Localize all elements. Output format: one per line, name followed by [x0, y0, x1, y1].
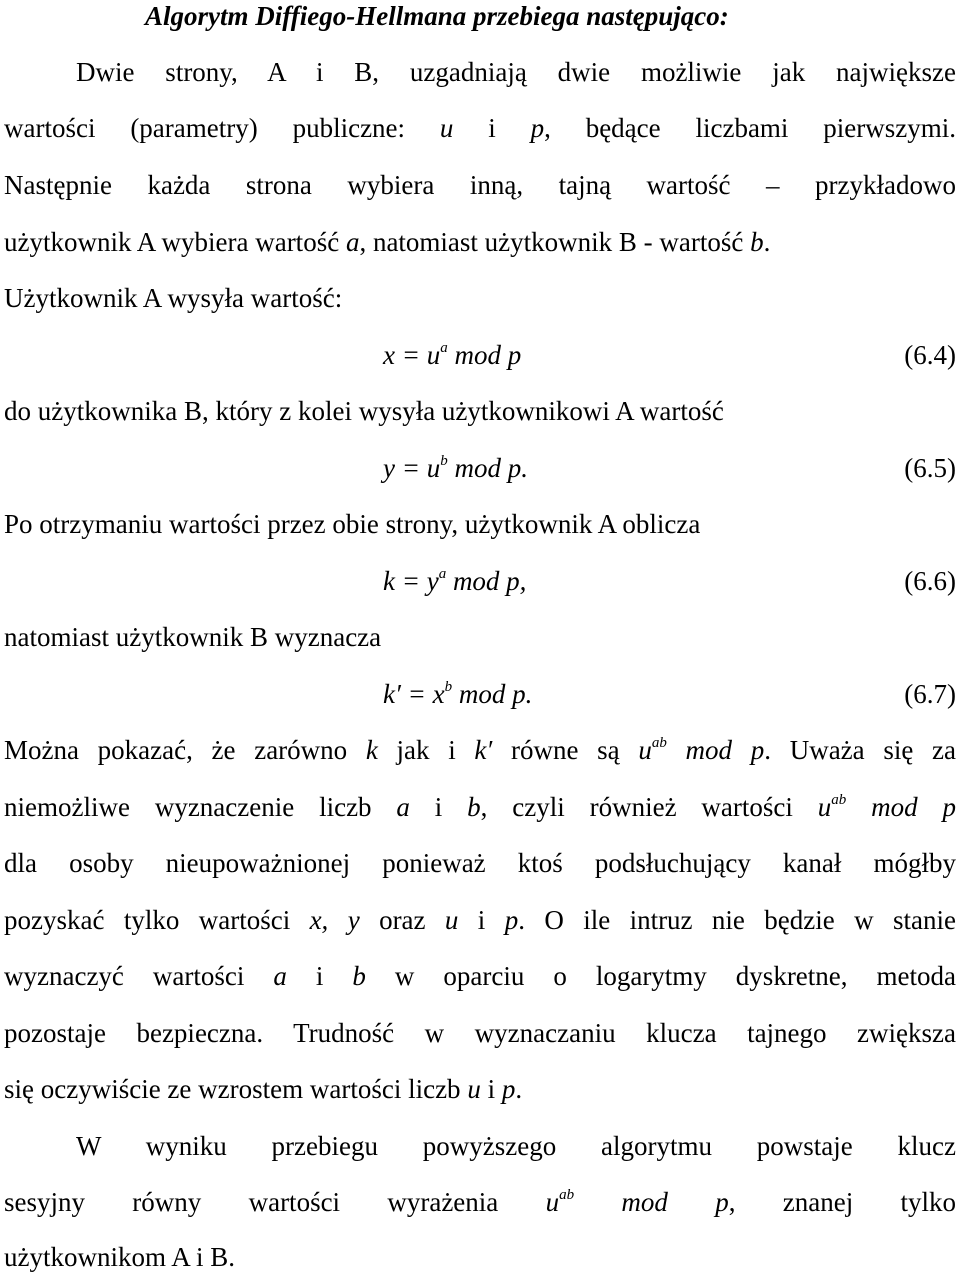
- text-run: jak i: [377, 735, 475, 765]
- text-run: i: [458, 905, 505, 935]
- exponent: ab: [831, 792, 847, 808]
- variable: u: [638, 735, 652, 765]
- exponent: b: [444, 679, 453, 695]
- paragraph-line: [4, 1185, 956, 1219]
- text-run: do użytkownika B, który z kolei wysyła użytkownikowi A wartość: [4, 396, 724, 426]
- paragraph-line: [4, 507, 956, 541]
- text-run: użytkownikom A i B.: [4, 1242, 236, 1272]
- text-run: i: [409, 792, 468, 822]
- text-run: się oczywiście ze wzrostem wartości liczb: [4, 1074, 468, 1104]
- variable: u: [439, 113, 454, 143]
- variable: x, y: [309, 905, 360, 935]
- exponent: ab: [559, 1187, 575, 1203]
- paragraph-line: [4, 846, 956, 880]
- text-run: . O ile intruz nie będzie w stanie: [518, 905, 956, 935]
- paragraph-line: [4, 394, 956, 428]
- equation: [383, 451, 528, 485]
- equation-lhs: k = y: [383, 566, 439, 596]
- text-run: pozostaje bezpieczna. Trudność w wyznaczaniu klucza tajnego zwiększa: [4, 1018, 956, 1048]
- exponent: a: [440, 340, 448, 356]
- variable: u: [817, 792, 832, 822]
- text-run: Następnie każda strona wybiera inną, tajną wartość – przykładowo: [4, 170, 956, 200]
- variable: p: [504, 905, 519, 935]
- text-run: Po otrzymaniu wartości przez obie strony, użytkownik A oblicza: [4, 509, 701, 539]
- text-run: , znanej tylko: [728, 1187, 957, 1217]
- variable: a: [273, 961, 287, 991]
- text-run: Dwie strony, A i B, uzgadniają dwie możliwie jak największe: [76, 57, 956, 87]
- section-heading: Algorytm Diffiego-Hellmana przebiega następująco:: [145, 1, 729, 31]
- variable: b: [750, 227, 764, 257]
- variable: a: [345, 227, 360, 257]
- paragraph-line: [4, 281, 956, 315]
- text-run: . Uważa się za: [764, 735, 956, 765]
- text-run: użytkownik A wybiera wartość: [4, 227, 346, 257]
- paragraph-line: [76, 1129, 956, 1163]
- variable: u: [545, 1187, 560, 1217]
- text-run: i: [286, 961, 353, 991]
- text-run: Można pokazać, że zarówno: [4, 735, 366, 765]
- variable: k: [365, 735, 378, 765]
- variable: k′: [474, 735, 493, 765]
- equation-rhs: mod p,: [446, 566, 527, 596]
- equation: [383, 677, 532, 711]
- paragraph-line: [4, 1240, 956, 1274]
- paragraph-line: [4, 790, 956, 824]
- equation-rhs: mod p.: [447, 453, 528, 483]
- text-run: .: [515, 1074, 523, 1104]
- paragraph-line: [4, 111, 956, 145]
- equation-rhs: mod p.: [452, 679, 533, 709]
- paragraph-line: [4, 1072, 956, 1106]
- equation: [383, 338, 521, 372]
- text-run: i: [480, 1074, 502, 1104]
- variable: b: [352, 961, 366, 991]
- equation-lhs: k′ = x: [383, 679, 445, 709]
- text-run: równe są: [492, 735, 639, 765]
- variable: p: [530, 113, 545, 143]
- exponent: b: [440, 453, 448, 469]
- variable: a: [396, 792, 410, 822]
- text-run: niemożliwe wyznaczenie liczb: [4, 792, 397, 822]
- variable: b: [467, 792, 481, 822]
- variable: mod p: [846, 792, 956, 822]
- paragraph-line: [4, 168, 956, 202]
- paragraph-line: [4, 733, 956, 767]
- equation: [383, 564, 526, 598]
- text-run: , natomiast użytkownik B - wartość: [359, 227, 751, 257]
- text-run: wartości (parametry) publiczne:: [4, 113, 440, 143]
- paragraph-line: [76, 55, 956, 89]
- text-run: pozyskać tylko wartości: [4, 905, 310, 935]
- equation-lhs: y = u: [383, 453, 441, 483]
- text-run: natomiast użytkownik B wyznacza: [4, 622, 382, 652]
- paragraph-line: [4, 620, 956, 654]
- equation-number: (6.4): [904, 340, 956, 370]
- text-run: W wyniku przebiegu powyższego algorytmu powstaje klucz: [76, 1131, 956, 1161]
- variable: mod p: [574, 1187, 729, 1217]
- variable: u: [467, 1074, 481, 1104]
- equation-number: (6.6): [904, 566, 956, 596]
- paragraph-line: [4, 903, 956, 937]
- text-run: .: [763, 227, 771, 257]
- text-run: wyznaczyć wartości: [4, 961, 274, 991]
- equation-number: (6.5): [904, 453, 956, 483]
- text-run: sesyjny równy wartości wyrażenia: [4, 1187, 546, 1217]
- paragraph-line: [4, 225, 956, 259]
- paragraph-line: [4, 959, 956, 993]
- variable: u: [444, 905, 459, 935]
- equation-rhs: mod p: [447, 340, 522, 370]
- text-run: Użytkownik A wysyła wartość:: [4, 283, 343, 313]
- text-run: w oparciu o logarytmy dyskretne, metoda: [365, 961, 956, 991]
- text-run: dla osoby nieupoważnionej ponieważ ktoś podsłuchujący kanał mógłby: [4, 848, 956, 878]
- paragraph-line: [4, 1016, 956, 1050]
- variable: mod p: [666, 735, 765, 765]
- text-run: oraz: [359, 905, 445, 935]
- equation-number: (6.7): [904, 679, 956, 709]
- exponent: a: [438, 566, 447, 582]
- equation-lhs: x = u: [383, 340, 441, 370]
- variable: p: [501, 1074, 516, 1104]
- exponent: ab: [651, 735, 667, 751]
- text-run: , będące liczbami pierwszymi.: [544, 113, 956, 143]
- text-run: i: [453, 113, 531, 143]
- text-run: , czyli również wartości: [480, 792, 818, 822]
